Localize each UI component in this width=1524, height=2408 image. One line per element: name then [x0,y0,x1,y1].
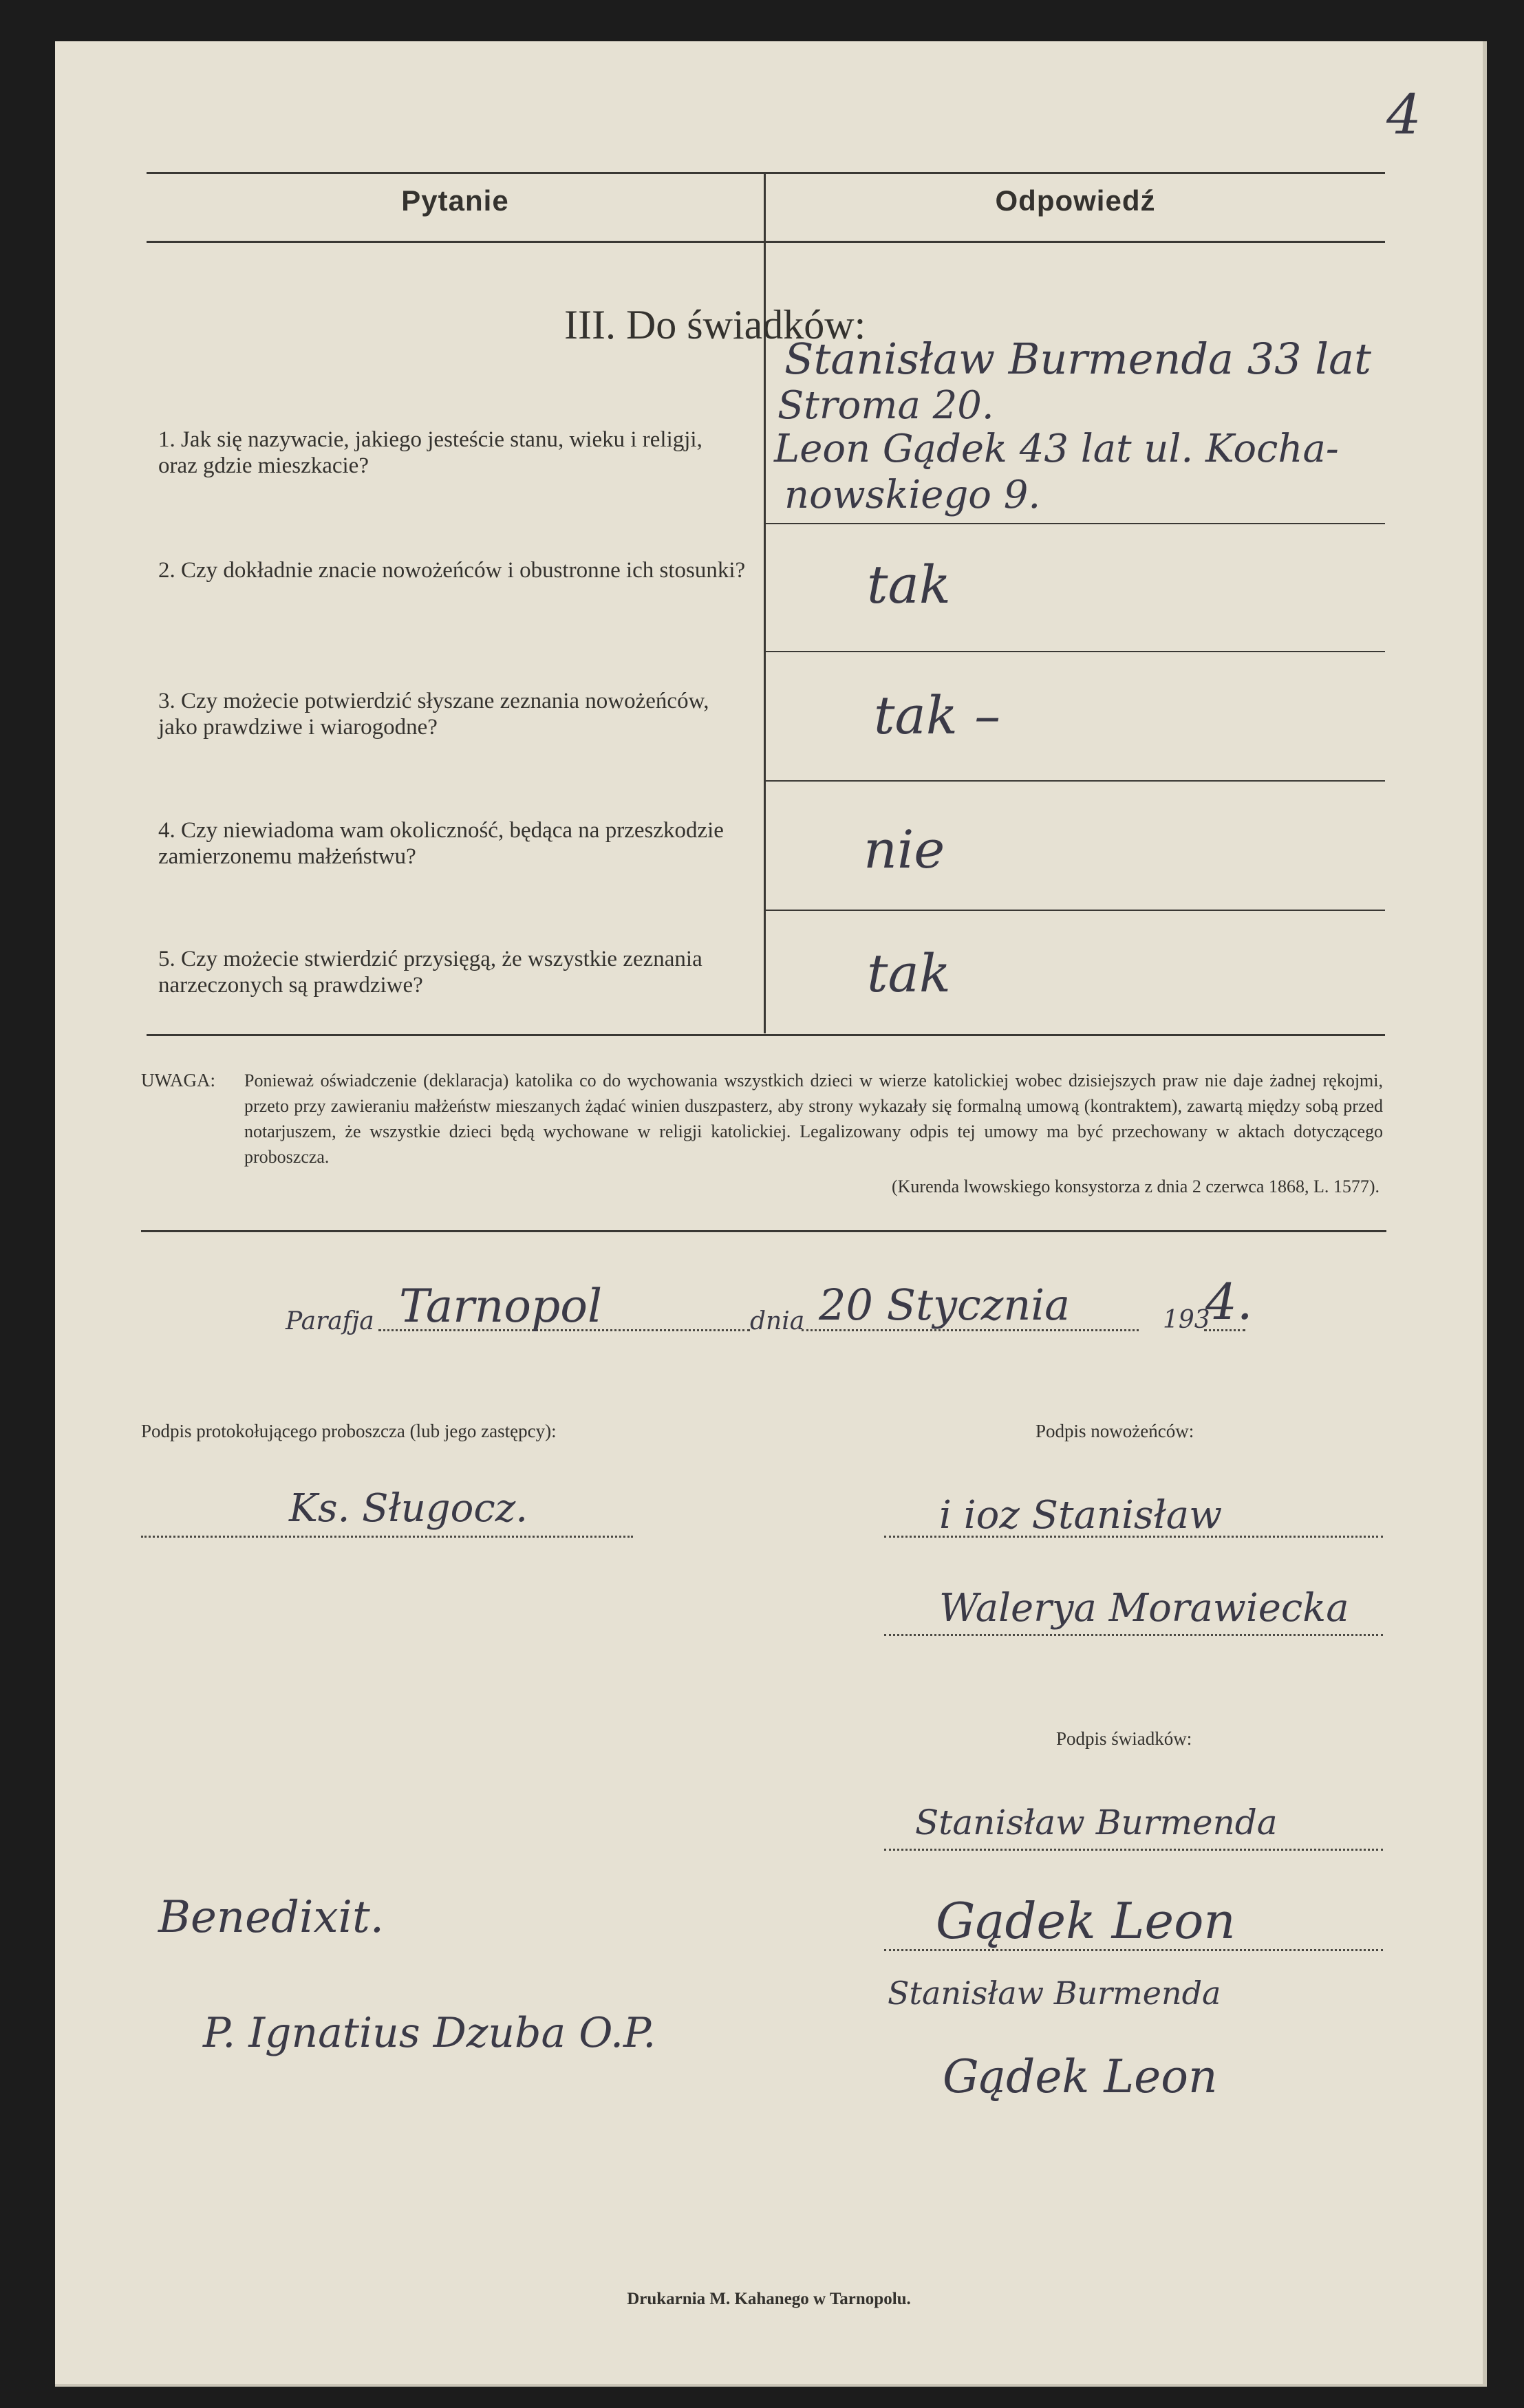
dnia-value: 20 Stycznia [819,1280,1071,1330]
row-line-3 [766,780,1385,782]
answer-1-line-3: Leon Gądek 43 lat ul. Kocha- [774,427,1339,471]
question-5: 5. Czy możecie stwierdzić przysięgą, że wszystkie zeznania narzeczonych są prawdziwe? [158,947,702,998]
swiadkow-label: Podpis świadków: [1056,1728,1192,1749]
nowozency-line-2 [884,1634,1383,1636]
uwaga-label: UWAGA: [141,1070,215,1090]
nowozency-line-1 [884,1536,1383,1538]
priest-signature: P. Ignatius Dzuba O.P. [203,2009,656,2057]
swiadek-signature-4: Gądek Leon [943,2050,1218,2103]
answer-5: tak [867,943,951,1004]
swiadek-line-2 [884,1949,1383,1951]
swiadek-signature-2: Gądek Leon [936,1892,1236,1950]
document-page [55,41,1487,2387]
answer-2: tak [867,554,951,615]
answer-1-line-4: nowskiego 9. [784,473,1041,517]
nowozency-label: Podpis nowożeńców: [1035,1421,1194,1441]
header-question: Pytanie [401,184,509,217]
header-answer: Odpowiedź [995,184,1156,217]
table-bottom-line [147,1034,1385,1036]
uwaga-text: Ponieważ oświadczenie (deklaracja) katolika co do wychowania wszystkich dzieci w wierze katolickiej wobec dzisiejszych praw nie daje żadnej rękojmi, przeto przy zawieraniu małżeństw mieszanych żądać winien duszpasterz, aby strony wykazały się formalną umową (kontraktem), zawartą między sobą przed notarjuszem, że wszystkie dzieci będą wychowane w religji katolickiej. Legalizowany odpis tej umowy ma być przechowany w aktach dotyczącego proboszcza. [244,1071,1383,1167]
row-line-1 [766,523,1385,524]
question-4: 4. Czy niewiadoma wam okoliczność, będąca na przeszkodzie zamierzonemu małżeństwu? [158,818,724,869]
table-top-line [147,172,1385,174]
row-line-4 [766,910,1385,911]
proboszcz-label: Podpis protokołującego proboszcza (lub jego zastępcy): [141,1421,557,1441]
swiadek-signature-1: Stanisław Burmenda [915,1803,1278,1842]
answer-1-line-1: Stanisław Burmenda 33 lat [784,334,1371,384]
proboszcz-line [141,1536,633,1538]
answer-4: nie [863,819,945,880]
printer-imprint: Drukarnia M. Kahanego w Tarnopolu. [627,2290,911,2308]
answer-1-line-2: Stroma 20. [777,383,994,428]
year-suffix: 4. [1205,1273,1253,1331]
question-1: 1. Jak się nazywacie, jakiego jesteście stanu, wieku i religji, oraz gdzie mieszkacie? [158,427,702,478]
year-prefix: 193 [1163,1306,1210,1334]
parafja-label: Parafja [286,1307,374,1335]
nowozency-signature-2: Walerya Morawiecka [939,1586,1349,1631]
swiadek-line-1 [884,1849,1383,1851]
section-title: III. Do świadków: [564,302,866,347]
page-number: 4 [1386,83,1421,147]
header-bottom-line [147,241,1385,243]
question-2: 2. Czy dokładnie znacie nowożeńców i obustronne ich stosunki? [158,558,746,583]
uwaga-source: (Kurenda lwowskiego konsystorza z dnia 2 czerwca 1868, L. 1577). [891,1176,1380,1196]
row-line-2 [766,651,1385,652]
swiadek-signature-3: Stanisław Burmenda [888,1975,1221,2012]
proboszcz-signature: Ks. Sługocz. [289,1486,528,1531]
parafja-value: Tarnopol [399,1280,603,1333]
benedixit-note: Benedixit. [158,1892,385,1943]
nowozency-signature-1: i ioz Stanisław [939,1493,1223,1538]
answer-3: tak – [874,685,1001,746]
dnia-label: dnia [750,1307,805,1335]
separator-line [141,1230,1386,1232]
question-3: 3. Czy możecie potwierdzić słyszane zeznania nowożeńców, jako prawdziwe i wiarogodne? [158,689,709,740]
